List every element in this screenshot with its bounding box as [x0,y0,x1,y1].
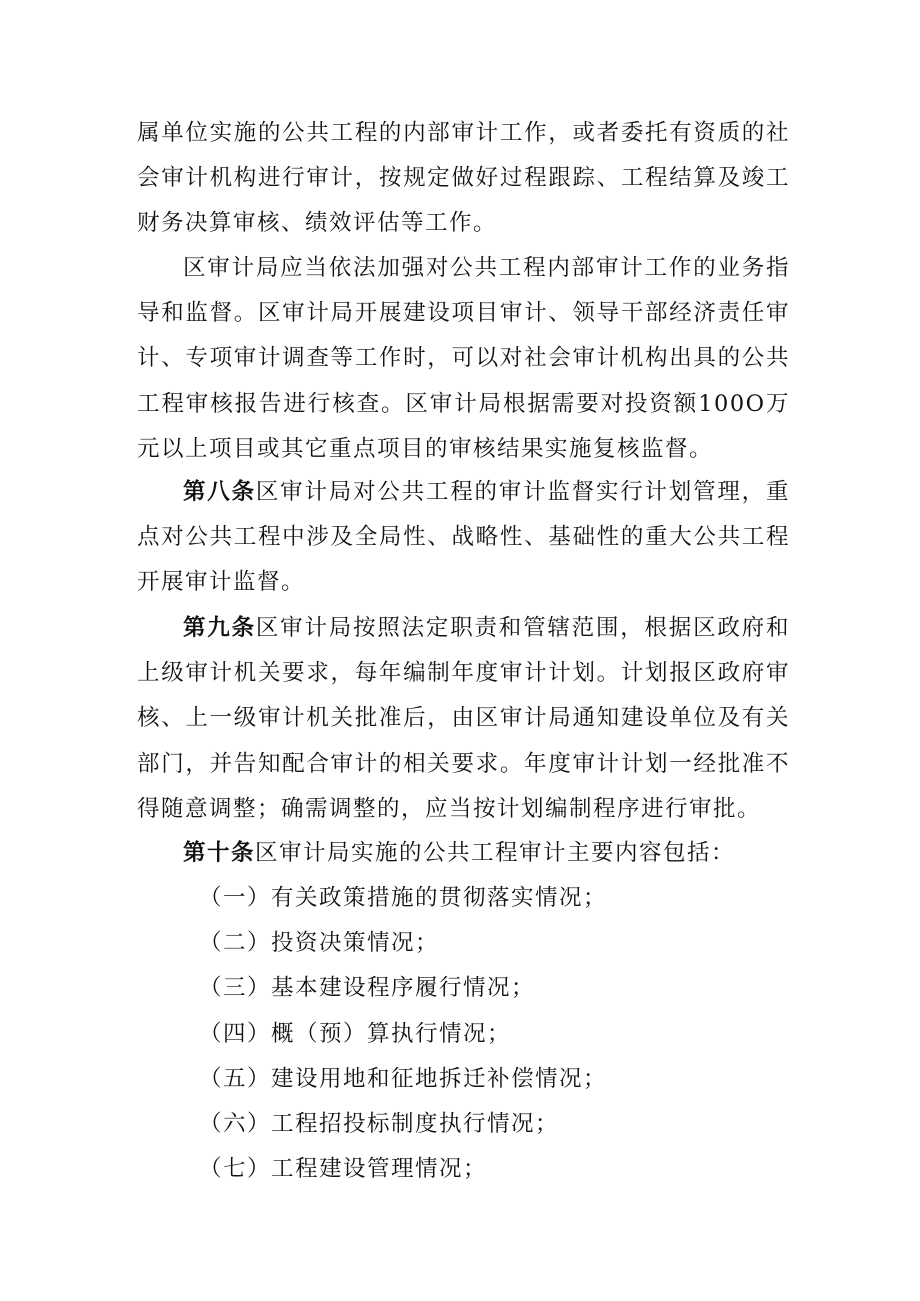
article-9-text: 区审计局按照法定职责和管辖范围，根据区政府和上级审计机关要求，每年编制年度审计计划。计划报区政府审核、上一级审计机关批准后，由区审计局通知建设单位及有关部门，并告知配合审计的相关要求。年度审计计划一经批准不得随意调整；确需调整的，应当按计划编制程序进行审批。 [137,615,790,822]
list-item: （七）工程建设管理情况； [199,1156,488,1183]
paragraph-continuation: 属单位实施的公共工程的内部审计工作，或者委托有资质的社会审计机构进行审计，按规定做好过程跟踪、工程结算及竣工财务决算审核、绩效评估等工作。 [137,120,790,237]
audit-content-list [199,876,790,1192]
article-8-text: 区审计局对公共工程的审计监督实行计划管理，重点对公共工程中涉及全局性、战略性、基础性的重大公共工程开展审计监督。 [137,479,790,596]
article-10-heading: 第十条 [183,840,256,866]
list-item: （一）有关政策措施的贯彻落实情况； [199,885,608,911]
article-8-heading: 第八条 [183,479,256,505]
article-10 [137,831,790,876]
list-item: （二）投资决策情况； [199,930,440,957]
list-item: （四）概（预）算执行情况； [199,1020,512,1047]
article-9-heading: 第九条 [183,615,256,641]
paragraph-audit-guidance: 区审计局应当依法加强对公共工程内部审计工作的业务指导和监督。区审计局开展建设项目审计、领导干部经济责任审计、专项审计调查等工作时，可以对社会审计机构出具的公共工程审核报告进行核查。区审计局根据需要对投资额100O万元以上项目或其它重点项目的审核结果实施复核监督。 [137,255,790,462]
article-10-text: 区审计局实施的公共工程审计主要内容包括： [255,840,736,866]
list-item: （五）建设用地和征地拆迁补偿情况； [199,1065,608,1092]
list-item: （三）基本建设程序履行情况； [199,975,536,1002]
article-9 [137,606,790,832]
list-item: （六）工程招投标制度执行情况； [199,1111,560,1138]
article-8 [137,470,790,606]
